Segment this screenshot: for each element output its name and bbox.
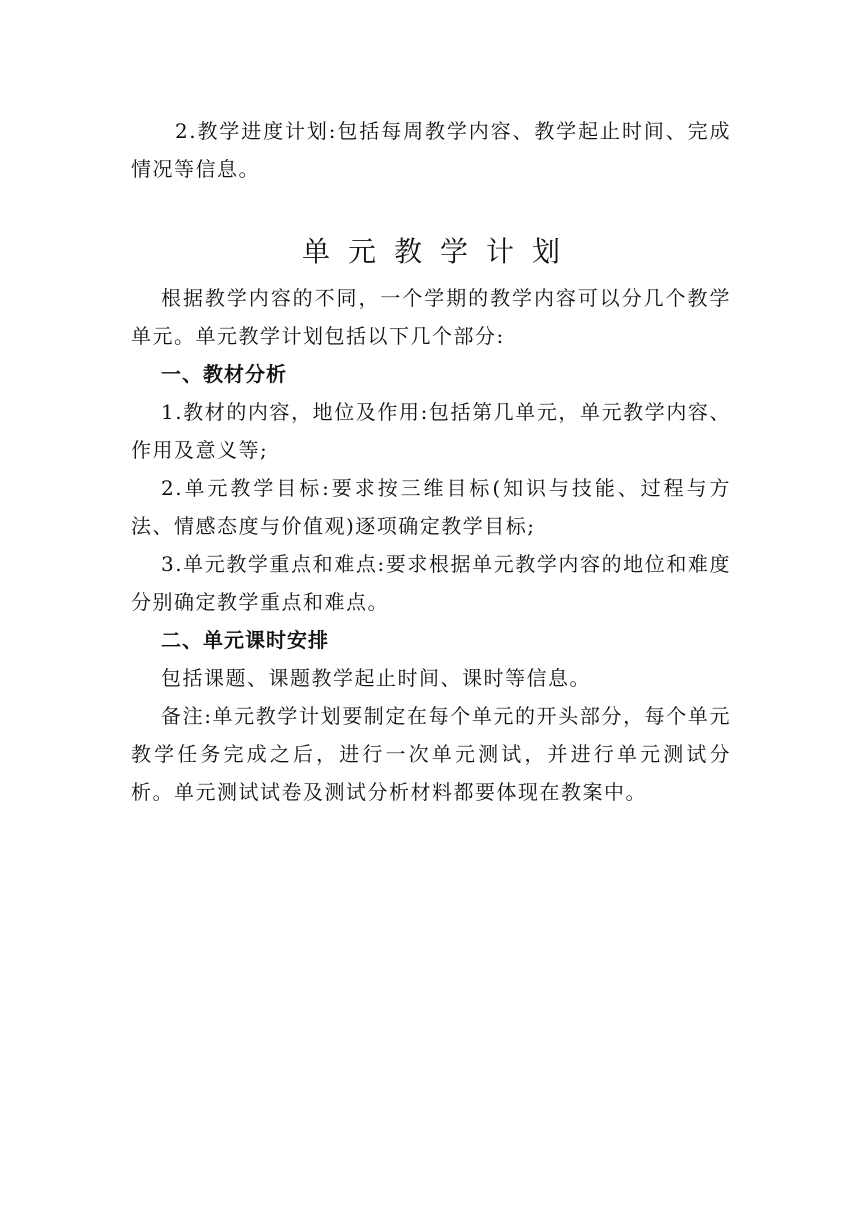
progress-plan-paragraph: 2.教学进度计划:包括每周教学内容、教学起止时间、完成情况等信息。 [131,119,731,181]
textbook-item-3: 3.单元教学重点和难点:要求根据单元教学内容的地位和难度分别确定教学重点和难点。 [131,552,731,614]
page-title: 单元教学计划 [301,235,578,268]
section-heading-lesson-schedule: 二、单元课时安排 [161,628,329,652]
section-heading-textbook-analysis: 一、教材分析 [161,362,287,386]
lesson-schedule-paragraph: 包括课题、课题教学起止时间、课时等信息。 [161,666,591,690]
intro-paragraph: 根据教学内容的不同，一个学期的教学内容可以分几个教学单元。单元教学计划包括以下几个部分: [131,286,731,348]
textbook-item-2: 2.单元教学目标:要求按三维目标(知识与技能、过程与方法、情感态度与价值观)逐项确定教学目标; [131,476,731,538]
textbook-item-1: 1.教材的内容，地位及作用:包括第几单元，单元教学内容、作用及意义等; [131,400,731,462]
note-paragraph: 备注:单元教学计划要制定在每个单元的开头部分，每个单元教学任务完成之后，进行一次单元测试，并进行单元测试分析。单元测试试卷及测试分析材料都要体现在教案中。 [131,704,731,804]
document-body [131,112,731,811]
